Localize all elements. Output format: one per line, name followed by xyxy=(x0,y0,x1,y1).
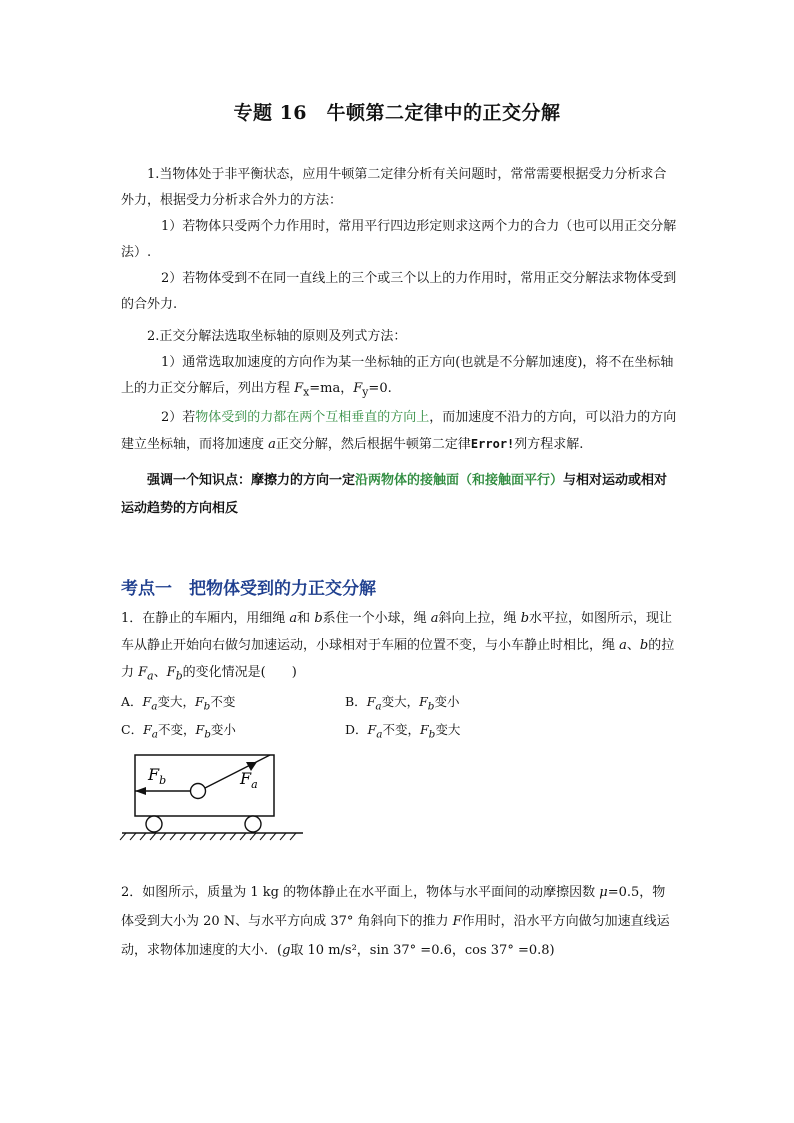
cart-wheel-right xyxy=(245,816,261,832)
section-heading: 考点一 把物体受到的力正交分解 xyxy=(121,579,376,599)
ball xyxy=(191,784,206,799)
intro-paragraph-1b: 2）若物体受到不在同一直线上的三个或三个以上的力作用时，常用正交分解法求物体受到的合外力. xyxy=(121,271,677,312)
question-1: 1．在静止的车厢内，用细绳 a和 b系住一个小球，绳 a斜向上拉，绳 b水平拉，如图所示，现让车从静止开始向右做匀加速运动，小球相对于车厢的位置不变，与小车静止时相比，绳 a、b的拉力 $F_a$、$F_b$的变化情况是( ) xyxy=(121,611,675,683)
option-b: B．$F_a$变大，$F_b$变小 xyxy=(345,694,460,713)
error-field: Error! xyxy=(470,437,515,451)
option-a: A．$F_a$变大，$F_b$不变 xyxy=(121,694,236,713)
cart-figure xyxy=(118,748,308,844)
option-d: D．$F_a$不变，$F_b$变大 xyxy=(345,722,461,741)
intro-paragraph-2a: 1）通常选取加速度的方向作为某一坐标轴的正方向(也就是不分解加速度)，将不在坐标轴上的力正交分解后，列出方程 $F_x=ma$，$F_y=0$. xyxy=(121,355,674,399)
intro-paragraph-1a: 1）若物体只受两个力作用时，常用平行四边形定则求这两个力的合力（也可以用正交分解法）. xyxy=(121,219,677,260)
label-fb: $F_b$ xyxy=(148,765,167,787)
emphasis-note: 强调一个知识点：摩擦力的方向一定沿两物体的接触面（和接触面平行）与相对运动或相对运动趋势的方向相反 xyxy=(121,473,668,516)
option-c: C．$F_a$不变，$F_b$变小 xyxy=(121,722,236,741)
intro-paragraph-2: 2.正交分解法选取坐标轴的原则及列式方法： xyxy=(147,329,407,344)
ground-hatching xyxy=(120,833,296,840)
rope-a xyxy=(205,755,270,788)
cart-wheel-left xyxy=(146,816,162,832)
intro-paragraph-2b: 2）若物体受到的力都在两个互相垂直的方向上，而加速度不沿力的方向，可以沿力的方向建立坐标轴，而将加速度 a正交分解，然后根据牛顿第二定律Error!列方程求解. xyxy=(121,410,677,452)
label-fa: $F_a$ xyxy=(240,769,258,791)
page-title: 专题 16 牛顿第二定律中的正交分解 xyxy=(233,102,561,124)
arrow-fb xyxy=(135,787,146,795)
intro-paragraph-1: 1.当物体处于非平衡状态，应用牛顿第二定律分析有关问题时，常常需要根据受力分析求合外力，根据受力分析求合外力的方法： xyxy=(121,167,667,208)
question-2: 2．如图所示，质量为 1 kg 的物体静止在水平面上，物体与水平面间的动摩擦因数 μ=0.5，物体受到大小为 20 N、与水平方向成 37° 角斜向下的推力 F作用时，沿水平方向做匀加速直线运动，求物体加速度的大小．(g取 10 m/s²，sin 37° =0.6，cos 37° =0.8) xyxy=(121,885,670,958)
